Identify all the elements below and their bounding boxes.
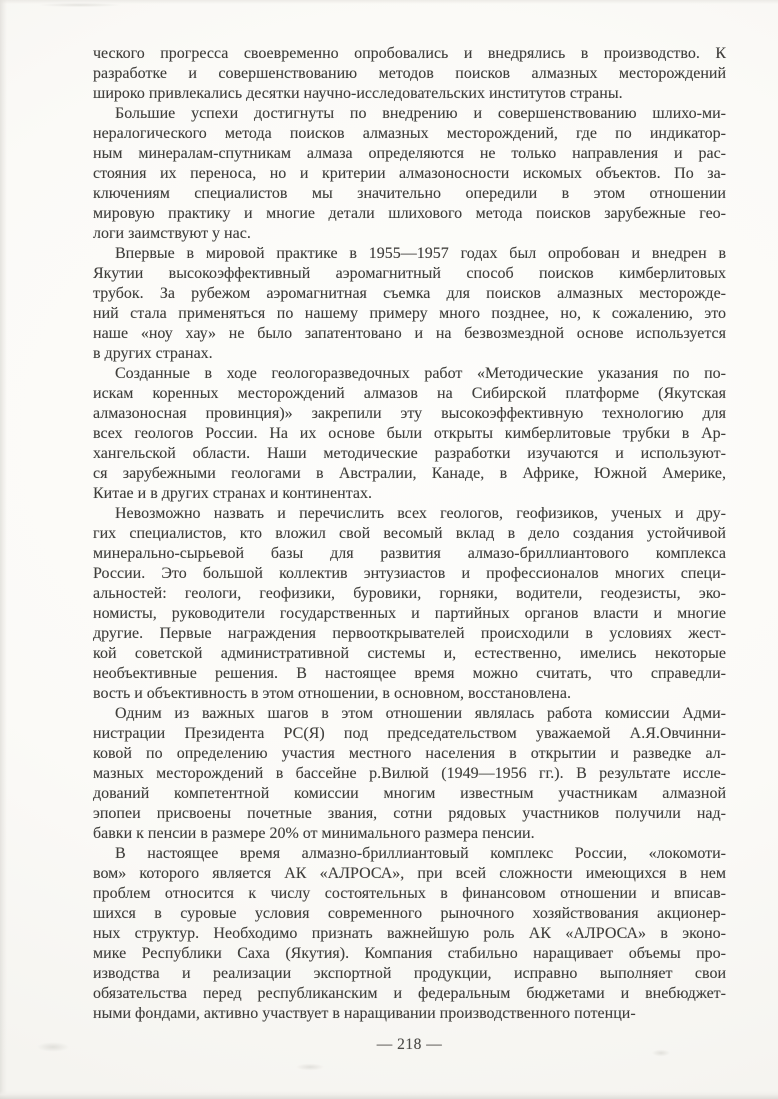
text-line: Невозможно назвать и перечислить всех геологов, геофизиков, ученых и дру-: [115, 505, 726, 522]
text-line: алмазоносная провинция)» закрепили эту высокоэффективную технологию для: [93, 405, 726, 422]
text-line: номисты, руководители государственных и партийных органов власти и многие: [93, 605, 726, 622]
text-line: изводства и реализации экспортной продукции, исправно выполняет свои: [93, 965, 726, 982]
text-line: Впервые в мировой практике в 1955—1957 годах был опробован и внедрен в: [115, 245, 726, 262]
text-line: вом» которого является АК «АЛРОСА», при всей сложности имеющихся в нем: [93, 865, 726, 882]
text-line: ным минералам-спутникам алмаза определяются не только направления и рас-: [93, 145, 726, 162]
page-text: [93, 44, 726, 1024]
scan-edge-left: [0, 0, 7, 1099]
text-line: мике Республики Саха (Якутия). Компания стабильно наращивает объемы про-: [93, 945, 726, 962]
text-line: нистрации Президента РС(Я) под председательством уважаемой А.Я.Овчинни-: [93, 725, 726, 742]
text-line: В настоящее время алмазно-бриллиантовый комплекс России, «локомоти-: [115, 845, 726, 862]
text-line: кой советской административной системы и, естественно, имелись некоторые: [93, 645, 726, 662]
text-line: необъективные решения. В настоящее время можно считать, что справедли-: [93, 665, 726, 682]
text-line: ковой по определению участия местного населения в открытии и разведке ал-: [93, 745, 726, 762]
text-line: разработке и совершенствованию методов поисков алмазных месторождений: [93, 65, 726, 82]
text-line: стояния их переноса, но и критерии алмазоносности искомых объектов. По за-: [93, 165, 726, 182]
text-line: искам коренных месторождений алмазов на Сибирской платформе (Якутская: [93, 385, 726, 402]
text-line: бавки к пенсии в размере 20% от минимального размера пенсии.: [93, 825, 535, 842]
text-line: всех геологов России. На их основе были открыты кимберлитовые трубки в Ар-: [93, 425, 726, 442]
text-line: гих специалистов, кто вложил свой весомый вклад в дело создания устойчивой: [93, 525, 726, 542]
text-line: ний стала применяться по нашему примеру много позднее, но, к сожалению, это: [93, 305, 726, 322]
text-line: ческого прогресса своевременно опробовались и внедрялись в производство. К: [93, 45, 726, 62]
text-line: ключениям специалистов мы значительно опередили в этом отношении: [93, 185, 726, 202]
text-line: Китае и в других странах и континентах.: [93, 485, 373, 502]
text-line: проблем относится к числу состоятельных в финансовом отношении и вписав-: [93, 885, 726, 902]
text-line: в других странах.: [93, 345, 213, 362]
text-line: эпопеи присвоены почетные звания, сотни рядовых участников получили над-: [93, 805, 726, 822]
text-line: хангельской области. Наши методические разработки изучаются и используют-: [93, 445, 726, 462]
scan-smudge: [30, 1040, 76, 1054]
page-number: — 218 —: [376, 1036, 443, 1053]
text-line: широко привлекались десятки научно-исследовательских институтов страны.: [93, 85, 623, 102]
text-line: наше «ноу хау» не было запатентовано и на безвозмездной основе используется: [93, 325, 726, 342]
text-line: нералогического метода поисков алмазных месторождений, где по индикатор-: [93, 125, 726, 142]
text-line: Большие успехи достигнуты по внедрению и совершенствованию шлихо-ми-: [115, 105, 726, 122]
scan-smudge: [20, 2, 140, 8]
text-line: ся зарубежными геологами в Австралии, Канаде, в Африке, Южной Америке,: [93, 465, 726, 482]
text-line: другие. Первые награждения первооткрывателей происходили в условиях жест-: [93, 625, 726, 642]
text-line: шихся в суровые условия современного рыночного хозяйствования акционер-: [93, 905, 726, 922]
text-line: Якутии высокоэффективный аэромагнитный способ поисков кимберлитовых: [93, 265, 726, 282]
text-line: логи заимствуют у нас.: [93, 225, 251, 242]
text-line: минерально-сырьевой базы для развития алмазо-бриллиантового комплекса: [93, 545, 726, 562]
text-line: ных структур. Необходимо признать важнейшую роль АК «АЛРОСА» в эконо-: [93, 925, 726, 942]
text-line: альностей: геологи, геофизики, буровики, горняки, водители, геодезисты, эко-: [93, 585, 726, 602]
text-line: Созданные в ходе геологоразведочных работ «Методические указания по по-: [115, 365, 726, 382]
text-line: мировую практику и многие детали шлихового метода поисков зарубежные гео-: [93, 205, 726, 222]
scan-edge-bottom: [0, 1091, 778, 1099]
text-line: ными фондами, активно участвует в наращивании производственного потенци-: [93, 1005, 636, 1022]
text-line: обязательства перед республиканским и федеральным бюджетами и внебюджет-: [93, 985, 726, 1002]
text-line: Одним из важных шагов в этом отношении являлась работа комиссии Адми-: [115, 705, 726, 722]
scan-smudge: [290, 1062, 330, 1072]
text-line: дований компетентной комиссии многим известным участникам алмазной: [93, 785, 726, 802]
text-line: вость и объективность в этом отношении, в основном, восстановлена.: [93, 685, 571, 702]
text-line: трубок. За рубежом аэромагнитная съемка для поисков алмазных месторожде-: [93, 285, 726, 302]
text-line: России. Это большой коллектив энтузиастов и профессионалов многих специ-: [93, 565, 726, 582]
text-line: мазных месторождений в бассейне р.Вилюй (1949—1956 гг.). В результате иссле-: [93, 765, 726, 782]
